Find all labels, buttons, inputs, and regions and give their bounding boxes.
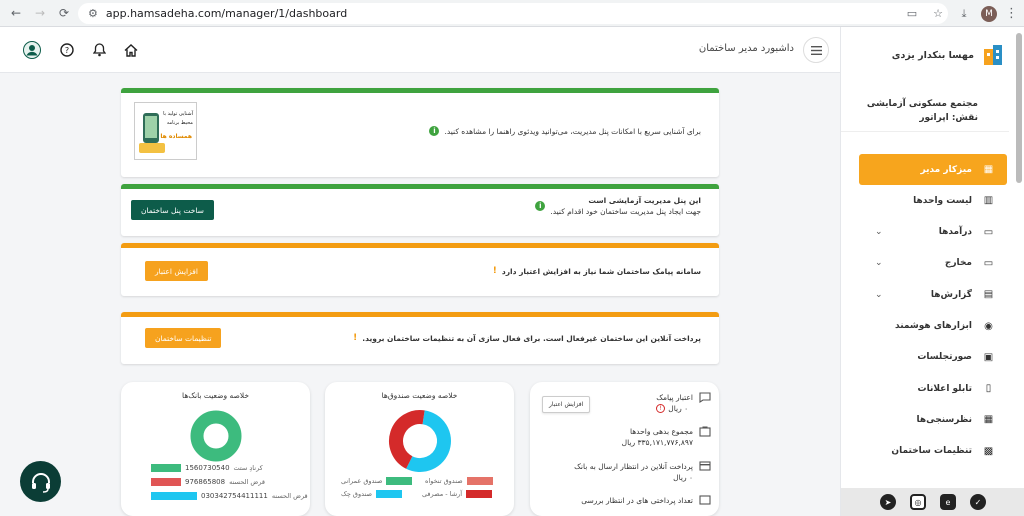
bank-row bbox=[151, 464, 263, 472]
eitaa-icon[interactable]: e bbox=[940, 494, 956, 510]
funds-pie-slice bbox=[396, 417, 424, 462]
bank-label: قرض الحسنه bbox=[271, 492, 308, 500]
minutes-icon: ▣ bbox=[983, 351, 994, 363]
income-icon: ▭ bbox=[983, 226, 994, 238]
bell-icon[interactable] bbox=[89, 40, 109, 60]
sidebar bbox=[840, 27, 1024, 516]
guide-message: برای آشنایی سریع با امکانات پنل مدیریت، می‌توانید ویدئوی راهنما را مشاهده کنید. bbox=[444, 126, 701, 136]
sidebar-item-label: تابلو اعلانات bbox=[917, 383, 972, 394]
building-settings-button[interactable]: تنظیمات ساختمان bbox=[145, 328, 221, 348]
address-bar[interactable] bbox=[78, 3, 948, 24]
sms-credit-card bbox=[121, 243, 719, 296]
fund-legend-item bbox=[422, 490, 492, 498]
message-icon bbox=[699, 392, 711, 404]
poll-icon: ▦ bbox=[983, 414, 994, 426]
sidebar-item[interactable] bbox=[859, 154, 1007, 185]
sidebar-item[interactable] bbox=[859, 279, 1007, 310]
sidebar-item-label: صورتجلسات bbox=[917, 352, 972, 363]
sidebar-item-label: درآمدها bbox=[938, 227, 972, 238]
sidebar-item-label: نظرسنجی‌ها bbox=[916, 414, 972, 425]
sidebar-item[interactable] bbox=[859, 373, 1007, 404]
finance-summary-card bbox=[530, 382, 719, 516]
sidebar-item[interactable] bbox=[859, 404, 1007, 435]
sidebar-item[interactable] bbox=[859, 248, 1007, 279]
bank-color-swatch bbox=[151, 464, 181, 472]
sidebar-item-label: میزکار مدیر bbox=[920, 164, 972, 175]
guide-video-card bbox=[121, 88, 719, 177]
card-icon bbox=[699, 461, 711, 473]
support-button[interactable] bbox=[20, 461, 61, 502]
sidebar-item-label: مخارج bbox=[944, 258, 972, 269]
page-title: داشبورد مدیر ساختمان bbox=[698, 43, 794, 54]
home-icon[interactable] bbox=[121, 40, 141, 60]
bank-label: قرض الحسنه bbox=[229, 478, 265, 486]
top-header bbox=[0, 27, 840, 73]
info-icon: i bbox=[535, 201, 545, 211]
funds-title: خلاصه وضعیت صندوق‌ها bbox=[381, 391, 458, 400]
thumb-line1: آشنایی توليد با bbox=[163, 111, 193, 117]
banks-title: خلاصه وضعیت بانک‌ها bbox=[182, 391, 249, 400]
help-icon[interactable] bbox=[57, 40, 77, 60]
sidebar-item-label: گزارش‌ها bbox=[930, 289, 972, 300]
bank-color-swatch bbox=[151, 492, 197, 500]
hamburger-menu-button[interactable] bbox=[803, 37, 829, 63]
bank-value: 1560730540 bbox=[185, 464, 230, 472]
main-content bbox=[0, 27, 840, 516]
demo-panel-card bbox=[121, 184, 719, 236]
bank-value: 030342754411111 bbox=[201, 492, 268, 500]
pending-label: تعداد پرداختی های در انتظار بررسی bbox=[581, 496, 693, 505]
funds-pie-chart bbox=[388, 409, 452, 473]
complex-name: مجتمع مسکونی آزمایشی bbox=[866, 99, 978, 109]
fund-legend-label: صندوق عمرانی bbox=[341, 477, 383, 485]
forward-icon[interactable]: → bbox=[34, 6, 46, 20]
chevron-down-icon: ⌄ bbox=[875, 289, 883, 300]
banks-donut bbox=[189, 409, 243, 463]
fund-legend-label: آرشا - مصرفی bbox=[422, 490, 463, 498]
social-links bbox=[841, 488, 1024, 516]
pending-icon bbox=[699, 495, 711, 507]
sidebar-item[interactable] bbox=[859, 217, 1007, 248]
report-icon: ▤ bbox=[983, 289, 994, 301]
fund-legend-item bbox=[341, 490, 402, 498]
sidebar-item-label: ابزارهای هوشمند bbox=[895, 321, 972, 331]
bank-color-swatch bbox=[151, 478, 181, 486]
sidebar-item-label: تنظیمات ساختمان bbox=[891, 446, 972, 457]
debt-value: ۳۳۵,۱۷۱,۷۷۶,۸۹۷ ریال bbox=[621, 438, 693, 447]
sms-credit-label: اعتبار پیامک bbox=[656, 393, 693, 402]
debt-label: مجموع بدهی واحدها bbox=[629, 427, 693, 436]
bank-value: 976865808 bbox=[185, 478, 226, 486]
sidebar-item-label: لیست واحدها bbox=[913, 195, 972, 206]
browser-toolbar bbox=[0, 0, 1024, 27]
browser-menu-icon[interactable]: ⋮ bbox=[1005, 6, 1018, 21]
sidebar-item[interactable] bbox=[859, 311, 1007, 342]
warning-icon: ! bbox=[353, 333, 358, 343]
chevron-down-icon: ⌄ bbox=[875, 227, 883, 238]
svg-text:?: ? bbox=[64, 46, 70, 55]
online-payment-value: ۰ ریال bbox=[673, 473, 693, 482]
info-icon: i bbox=[429, 126, 439, 136]
user-icon[interactable] bbox=[22, 40, 42, 60]
back-icon[interactable]: ← bbox=[10, 6, 22, 20]
cast-icon[interactable]: ▭ bbox=[906, 7, 918, 20]
chevron-down-icon: ⌄ bbox=[875, 258, 883, 269]
demo-subtitle: جهت ایجاد پنل مدیریت ساختمان خود اقدام کنید. bbox=[550, 207, 701, 216]
sidebar-scrollbar[interactable] bbox=[1016, 33, 1022, 183]
settings-icon: ▩ bbox=[983, 445, 994, 457]
instagram-icon[interactable]: ◎ bbox=[910, 494, 926, 510]
thumb-brand: همساده ها bbox=[160, 133, 192, 140]
banks-summary-card bbox=[121, 382, 310, 516]
dashboard-icon: ▦ bbox=[983, 164, 994, 175]
hamburger-icon bbox=[811, 46, 822, 55]
sms-credit-value: ۰ ریال bbox=[668, 404, 689, 413]
building-icon: ▥ bbox=[983, 195, 994, 207]
sidebar-item[interactable] bbox=[859, 436, 1007, 467]
sidebar-item[interactable] bbox=[859, 185, 1007, 216]
bookmark-star-icon[interactable]: ☆ bbox=[933, 7, 943, 20]
sidebar-item[interactable] bbox=[859, 342, 1007, 373]
fund-legend-label: صندوق چک bbox=[341, 490, 372, 498]
noticeboard-icon: ▯ bbox=[985, 383, 992, 395]
bank-label: کرنادِ ستت bbox=[233, 464, 263, 472]
sms-warning: سامانه پیامک ساختمان شما نیاز به افزایش اعتبار دارد bbox=[501, 266, 701, 276]
funds-summary-card bbox=[325, 382, 514, 516]
sms-increase-button[interactable]: افزایش اعتبار bbox=[542, 396, 590, 413]
user-role: نقش: اپراتور bbox=[919, 113, 978, 123]
bale-icon[interactable]: ✓ bbox=[970, 494, 986, 510]
profile-avatar[interactable]: M bbox=[981, 6, 997, 22]
expense-icon: ▭ bbox=[983, 257, 994, 269]
bank-row bbox=[151, 478, 265, 486]
alert-icon: ! bbox=[656, 404, 665, 413]
thumb-line2: محیط برنامه bbox=[166, 120, 193, 126]
fund-legend-label: صندوق تنخواه bbox=[425, 477, 463, 485]
online-payment-label: پرداخت آنلاین در انتظار ارسال به بانک bbox=[574, 462, 693, 471]
guide-video-thumbnail[interactable] bbox=[134, 102, 197, 160]
site-info-icon[interactable]: ⚙ bbox=[88, 7, 98, 20]
payment-warning: پرداخت آنلاین این ساختمان غیرفعال است. برای فعال سازی آن به تنظیمات ساختمان بروید. bbox=[362, 333, 701, 343]
user-name: مهسا بنکدار یزدی bbox=[891, 49, 974, 61]
download-icon[interactable]: ⤓ bbox=[961, 6, 967, 20]
warning-icon: ! bbox=[492, 266, 497, 276]
logo-icon bbox=[982, 43, 1004, 67]
debt-icon bbox=[699, 426, 711, 438]
fund-legend-item bbox=[425, 477, 493, 485]
fund-legend-item bbox=[341, 477, 412, 485]
fund-legend-swatch bbox=[376, 490, 402, 498]
demo-title: این پنل مدیریت آزمایشی است bbox=[588, 196, 701, 205]
create-panel-button[interactable]: ساخت پنل ساختمان bbox=[131, 200, 214, 220]
online-payment-card bbox=[121, 312, 719, 364]
robot-icon: ◉ bbox=[984, 320, 993, 332]
fund-legend-swatch bbox=[386, 477, 412, 485]
fund-legend-swatch bbox=[467, 477, 493, 485]
fund-legend-swatch bbox=[466, 490, 492, 498]
headset-icon bbox=[29, 470, 53, 494]
reload-icon[interactable]: ⟳ bbox=[58, 6, 70, 20]
increase-credit-button[interactable]: افزایش اعتبار bbox=[145, 261, 208, 281]
bank-row bbox=[151, 492, 308, 500]
telegram-icon[interactable]: ➤ bbox=[880, 494, 896, 510]
url-text: app.hamsadeha.com/manager/1/dashboard bbox=[105, 7, 348, 20]
